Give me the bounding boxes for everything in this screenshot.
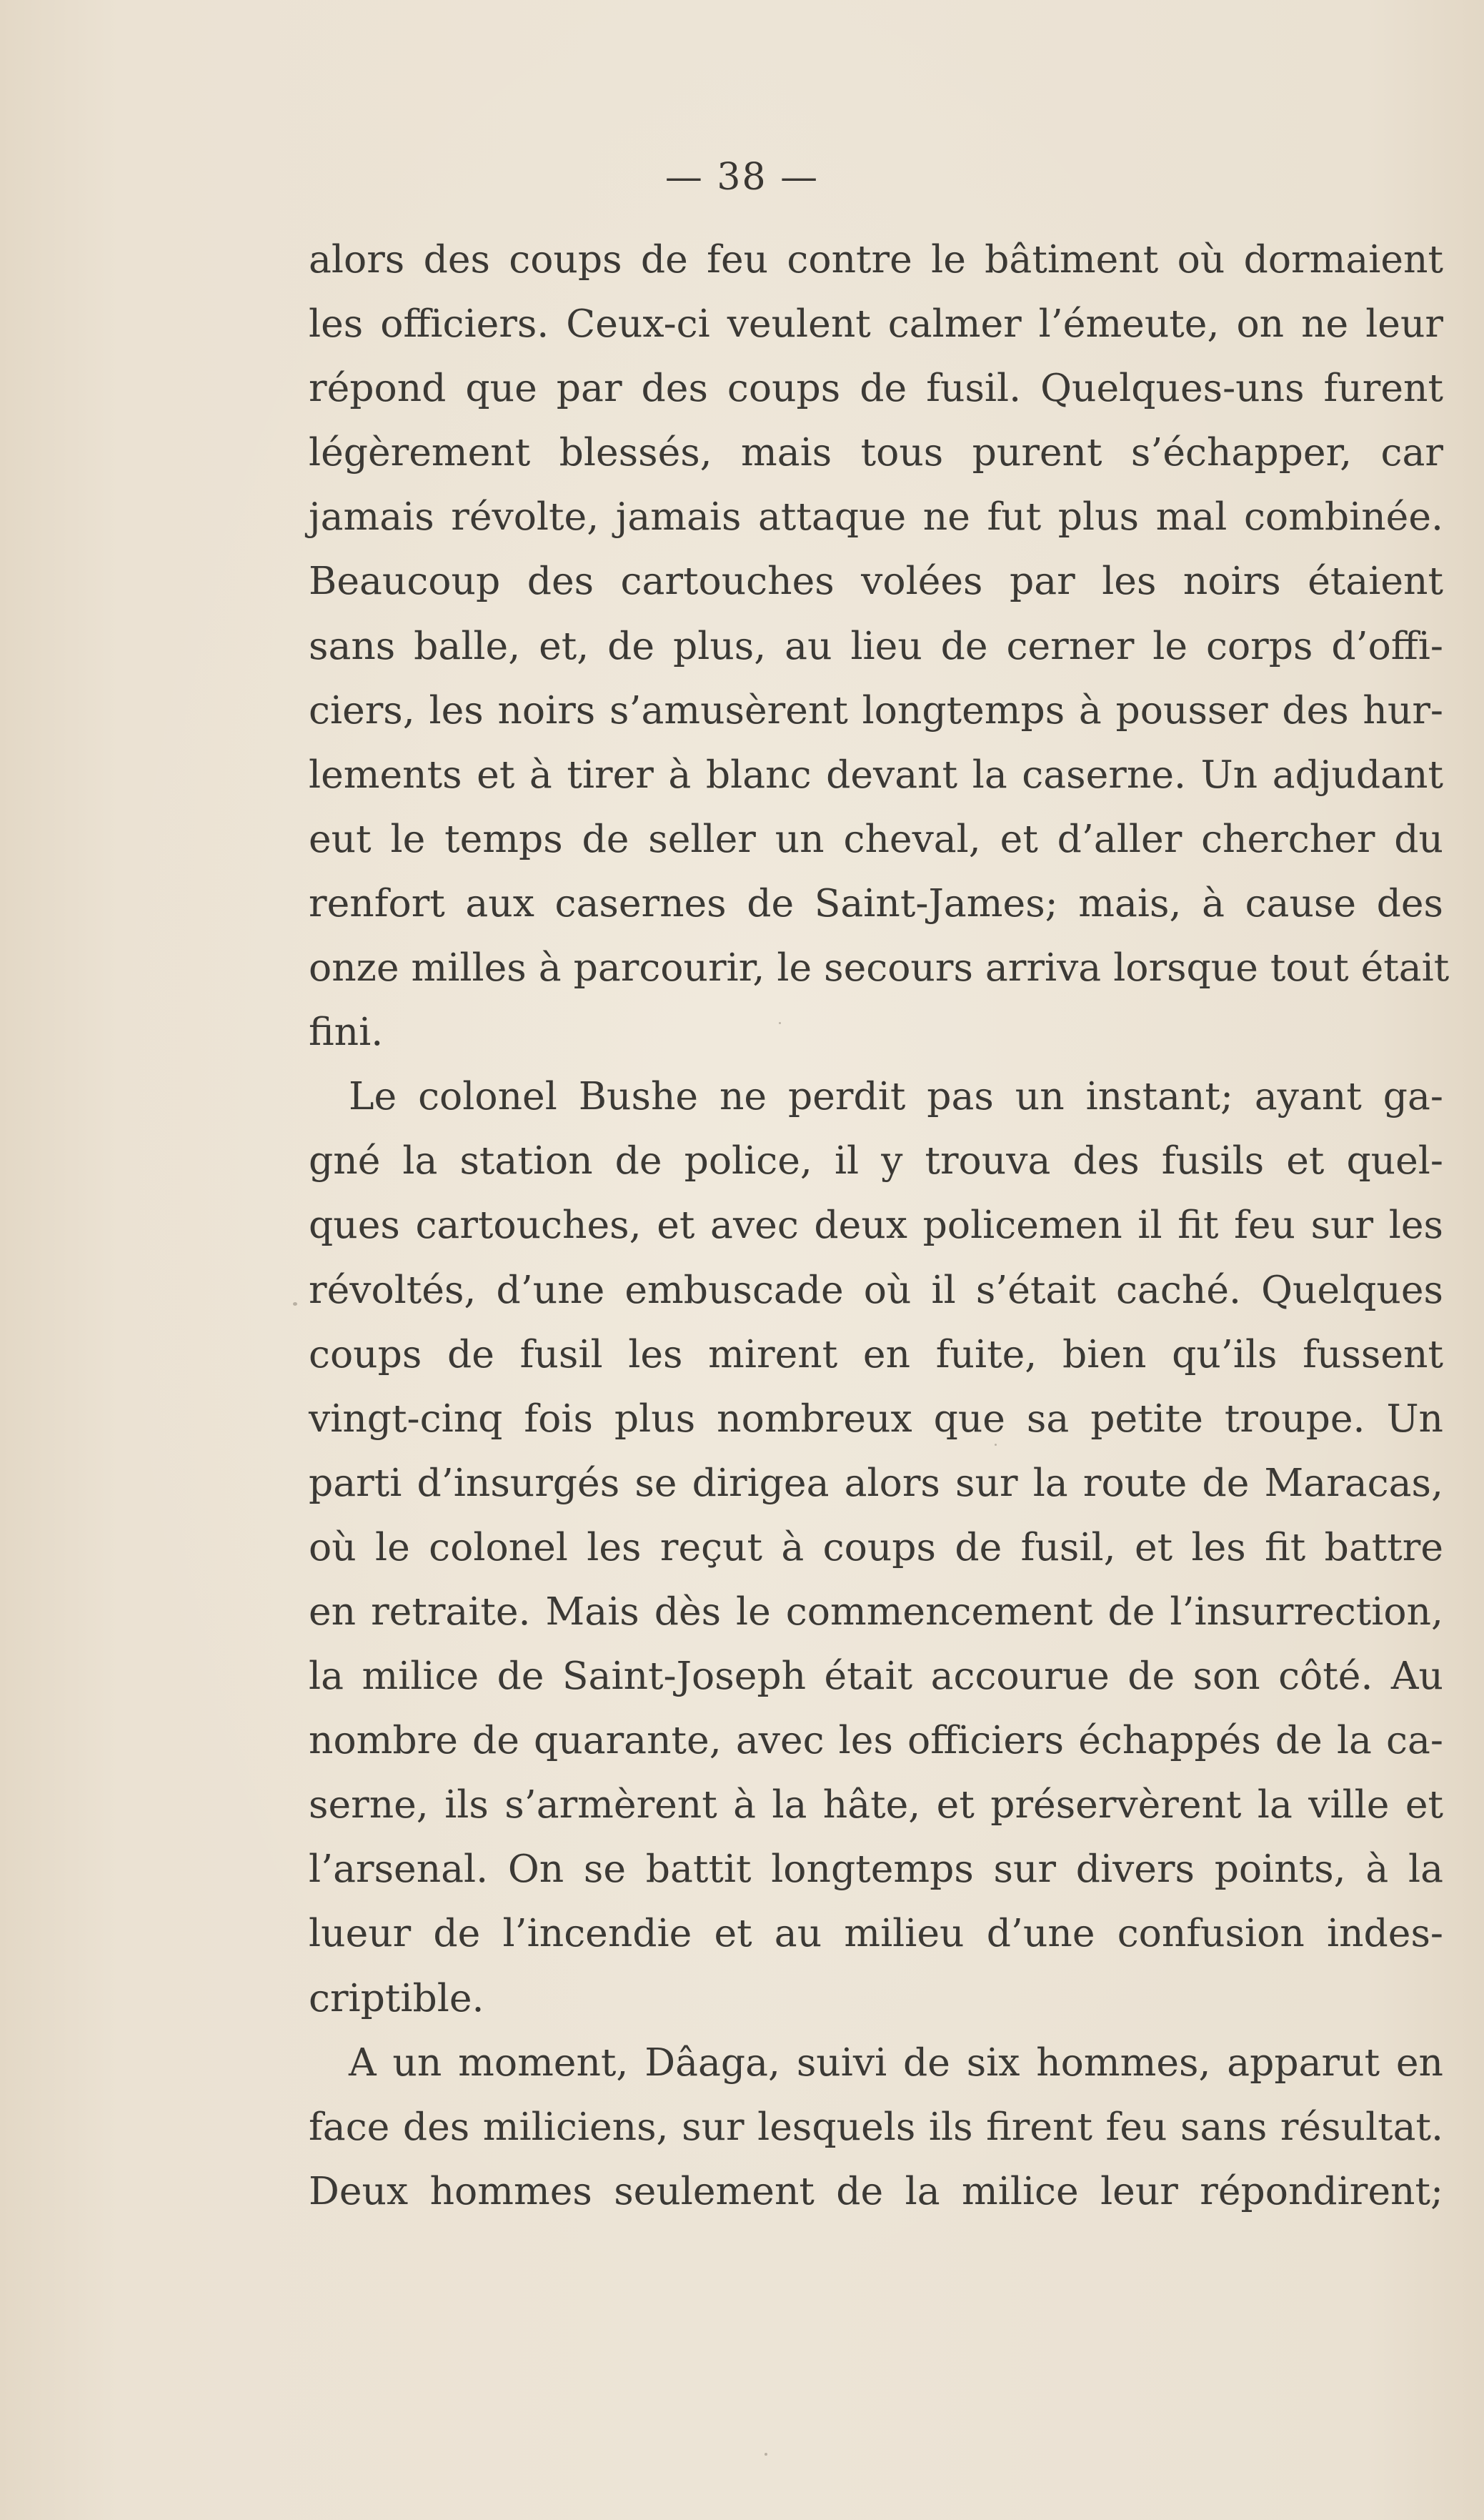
text-line: révoltés, d’une embuscade où il s’était caché. Quelques	[309, 1266, 1443, 1312]
paper-speck	[293, 1302, 297, 1306]
paper-speck	[765, 2453, 767, 2456]
text-line: serne, ils s’armèrent à la hâte, et préservèrent la ville et	[309, 1782, 1443, 1827]
text-line: en retraite. Mais dès le commencement de l’insurrection,	[309, 1588, 1443, 1634]
text-line: ques cartouches, et avec deux policemen il fit feu sur les	[309, 1202, 1443, 1248]
text-line: A un moment, Dâaga, suivi de six hommes, apparut en	[349, 2039, 1443, 2085]
text-line: ciers, les noirs s’amusèrent longtemps à pousser des hur-	[309, 687, 1443, 733]
text-line: légèrement blessés, mais tous purent s’échapper, car	[309, 430, 1443, 475]
text-line: la milice de Saint-Joseph était accourue de son côté. Au	[309, 1653, 1443, 1699]
text-line: répond que par des coups de fusil. Quelques-uns furent	[309, 365, 1443, 411]
text-line: fini.	[309, 1009, 384, 1055]
text-line: nombre de quarante, avec les officiers échappés de la ca-	[309, 1717, 1443, 1763]
text-line: vingt-cinq fois plus nombreux que sa petite troupe. Un	[309, 1395, 1443, 1441]
text-line: les officiers. Ceux-ci veulent calmer l’émeute, on ne leur	[309, 301, 1443, 347]
text-line: Deux hommes seulement de la milice leur répondirent;	[309, 2168, 1443, 2213]
text-line: où le colonel les reçut à coups de fusil, et les fit battre	[309, 1524, 1443, 1569]
text-line: l’arsenal. On se battit longtemps sur divers points, à la	[309, 1846, 1443, 1892]
text-line: onze milles à parcourir, le secours arriva lorsque tout était	[309, 945, 1450, 991]
text-line: lueur de l’incendie et au milieu d’une confusion indes-	[309, 1910, 1443, 1956]
text-line: eut le temps de seller un cheval, et d’aller chercher du	[309, 815, 1443, 861]
body-text	[309, 227, 1450, 2223]
text-line: face des miliciens, sur lesquels ils firent feu sans résultat.	[309, 2103, 1443, 2149]
text-line: alors des coups de feu contre le bâtiment où dormaient	[309, 237, 1443, 282]
text-line: sans balle, et, de plus, au lieu de cerner le corps d’offi-	[309, 622, 1443, 668]
text-line: jamais révolte, jamais attaque ne fut plus mal combinée.	[309, 494, 1443, 540]
text-line: Beaucoup des cartouches volées par les noirs étaient	[309, 558, 1443, 604]
text-line: criptible.	[309, 1975, 484, 2020]
text-line: renfort aux casernes de Saint-James; mais, à cause des	[309, 880, 1443, 926]
page-number: — 38 —	[664, 156, 820, 199]
text-line: coups de fusil les mirent en fuite, bien qu’ils fussent	[309, 1331, 1443, 1376]
text-line: gné la station de police, il y trouva des fusils et quel-	[309, 1138, 1443, 1184]
text-line: parti d’insurgés se dirigea alors sur la route de Maracas,	[309, 1459, 1443, 1505]
text-line: lements et à tirer à blanc devant la caserne. Un adjudant	[309, 751, 1443, 797]
text-line: Le colonel Bushe ne perdit pas un instant; ayant ga-	[349, 1073, 1443, 1119]
